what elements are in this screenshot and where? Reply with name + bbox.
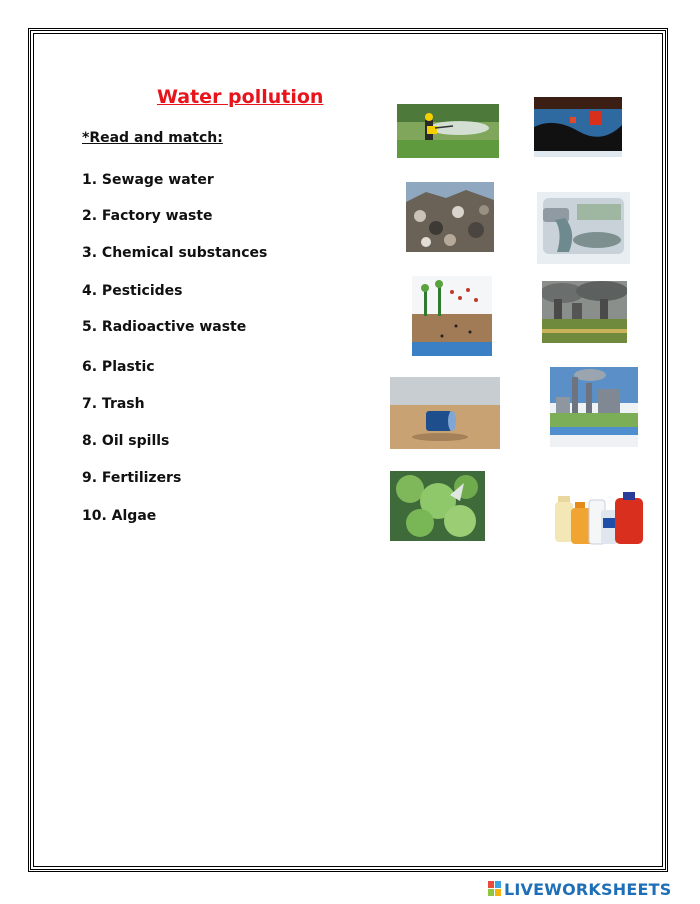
trash-pile-image[interactable] — [406, 182, 494, 252]
oil-spill-image[interactable] — [534, 97, 622, 157]
pesticide-spraying-image[interactable] — [397, 104, 499, 158]
fertilizer-soil-image[interactable] — [412, 276, 492, 356]
chemical-factory-image[interactable] — [550, 367, 638, 447]
match-item-list — [82, 0, 342, 600]
match-item: 2. Factory waste — [82, 208, 213, 224]
match-item: 8. Oil spills — [82, 433, 170, 449]
algae-water-image[interactable] — [390, 471, 485, 541]
worksheet-title: Water pollution — [157, 86, 324, 108]
instruction-text: *Read and match: — [82, 130, 223, 146]
match-item: 10. Algae — [82, 508, 157, 524]
footer-brand-text: LIVEWORKSHEETS — [504, 880, 672, 899]
match-item: 4. Pesticides — [82, 283, 183, 299]
match-item: 5. Radioactive waste — [82, 319, 247, 335]
radioactive-barrel-image[interactable] — [390, 377, 500, 449]
match-item: 9. Fertilizers — [82, 470, 182, 486]
sewage-pipe-image[interactable] — [537, 192, 630, 264]
match-item: 1. Sewage water — [82, 172, 214, 188]
liveworksheets-logo-icon — [488, 881, 502, 897]
match-item: 6. Plastic — [82, 359, 155, 375]
factory-smoke-image[interactable] — [542, 281, 627, 343]
plastic-bottles-image[interactable] — [549, 488, 649, 550]
footer-brand — [488, 880, 671, 899]
match-item: 3. Chemical substances — [82, 245, 268, 261]
match-item: 7. Trash — [82, 396, 145, 412]
